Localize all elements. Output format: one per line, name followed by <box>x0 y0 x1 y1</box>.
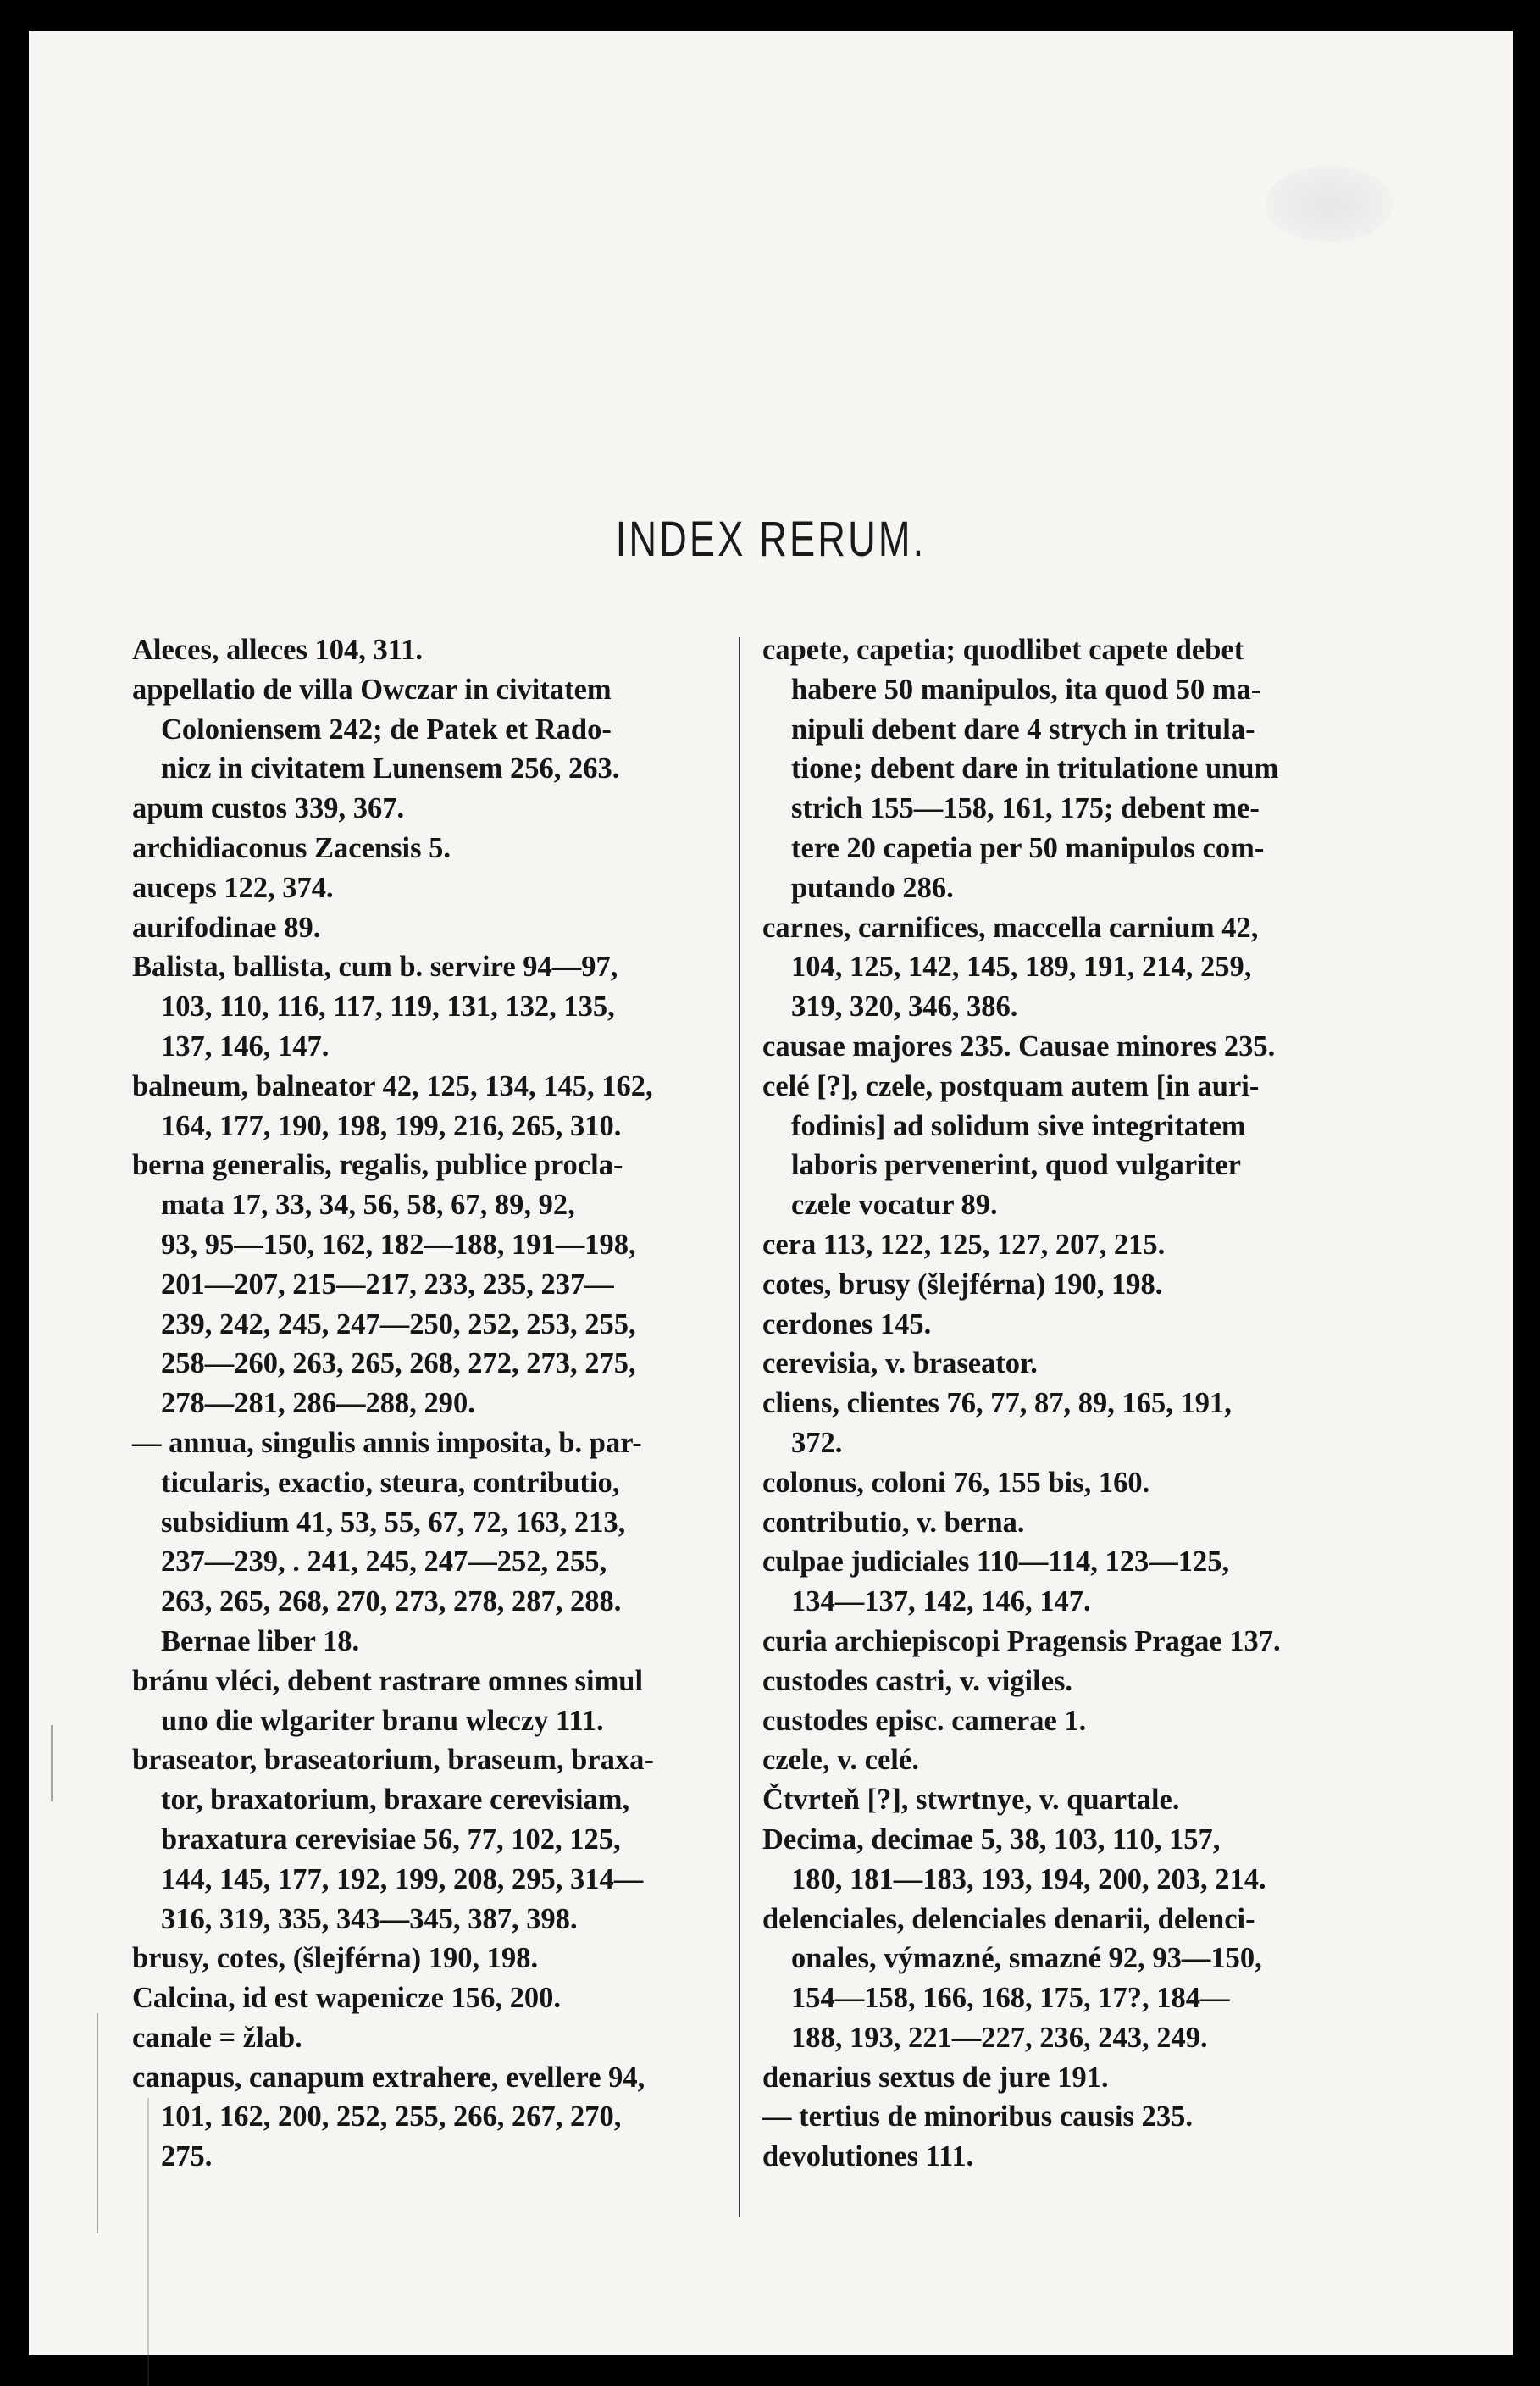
index-line: carnes, carnifices, maccella carnium 42, <box>762 911 1259 944</box>
page-title: INDEX RERUM. <box>615 512 927 567</box>
index-line: czele vocatur 89. <box>791 1189 998 1222</box>
index-line: 144, 145, 177, 192, 199, 208, 295, 314— <box>161 1862 644 1895</box>
index-line: balneum, balneator 42, 125, 134, 145, 162, <box>132 1069 653 1102</box>
index-line: culpae judiciales 110—114, 123—125, <box>762 1545 1230 1579</box>
index-line: ticularis, exactio, steura, contributio, <box>161 1466 620 1499</box>
index-line: tione; debent dare in tritulatione unum <box>791 752 1279 785</box>
index-line: tere 20 capetia per 50 manipulos com- <box>791 831 1265 864</box>
index-line: habere 50 manipulos, ita quod 50 ma- <box>791 673 1261 706</box>
index-line: 316, 319, 335, 343—345, 387, 398. <box>161 1902 578 1935</box>
index-line: 263, 265, 268, 270, 273, 278, 287, 288. <box>161 1585 622 1618</box>
index-line: Čtvrteň [?], stwrtnye, v. quartale. <box>762 1784 1180 1817</box>
index-line: czele, v. celé. <box>762 1744 919 1777</box>
index-line: canale = žlab. <box>132 2021 302 2054</box>
column-divider <box>739 637 740 2217</box>
paper-stain <box>1266 166 1393 242</box>
index-line: colonus, coloni 76, 155 bis, 160. <box>762 1466 1150 1499</box>
index-line: 201—207, 215—217, 233, 235, 237— <box>161 1268 614 1301</box>
index-line: uno die wlgariter branu wleczy 111. <box>161 1704 604 1737</box>
index-line: 134—137, 142, 146, 147. <box>791 1585 1091 1618</box>
index-line: bránu vléci, debent rastrare omnes simul <box>132 1664 644 1697</box>
index-line: 154—158, 166, 168, 175, 17?, 184— <box>791 1982 1230 2015</box>
index-line: 239, 242, 245, 247—250, 252, 253, 255, <box>161 1307 636 1340</box>
index-line: 319, 320, 346, 386. <box>791 990 1018 1024</box>
index-column-left <box>132 630 751 2177</box>
index-line: custodes castri, v. vigiles. <box>762 1664 1073 1697</box>
index-line: aurifodinae 89. <box>132 911 321 944</box>
index-line: tor, braxatorium, braxare cerevisiam, <box>161 1784 630 1817</box>
index-line: Bernae liber 18. <box>161 1624 360 1657</box>
index-line: strich 155—158, 161, 175; debent me- <box>791 792 1260 825</box>
index-line: Aleces, alleces 104, 311. <box>132 634 423 666</box>
index-line: curia archiepiscopi Pragensis Pragae 137. <box>762 1624 1281 1657</box>
index-line: Calcina, id est wapenicze 156, 200. <box>132 1982 561 2015</box>
index-line: capete, capetia; quodlibet capete debet <box>762 634 1244 666</box>
margin-pencil-mark <box>147 2098 149 2386</box>
index-line: cliens, clientes 76, 77, 87, 89, 165, 191, <box>762 1387 1232 1420</box>
index-line: nipuli debent dare 4 strych in tritula- <box>791 713 1255 746</box>
margin-pencil-mark <box>51 1725 53 1801</box>
index-line: fodinis] ad solidum sive integritatem <box>791 1109 1246 1142</box>
index-line: delenciales, delenciales denarii, delenci- <box>762 1902 1255 1935</box>
index-line: 164, 177, 190, 198, 199, 216, 265, 310. <box>161 1109 622 1142</box>
index-line: custodes episc. camerae 1. <box>762 1704 1087 1737</box>
margin-pencil-mark <box>97 2013 98 2233</box>
index-line: apum custos 339, 367. <box>132 792 405 825</box>
index-line: cotes, brusy (šlejférna) 190, 198. <box>762 1268 1163 1301</box>
index-line: archidiaconus Zacensis 5. <box>132 831 451 864</box>
index-column-right <box>762 630 1379 2177</box>
index-line: 278—281, 286—288, 290. <box>161 1387 475 1420</box>
index-line: canapus, canapum extrahere, evellere 94, <box>132 2061 645 2094</box>
index-line: brusy, cotes, (šlejférna) 190, 198. <box>132 1942 539 1975</box>
index-line: contributio, v. berna. <box>762 1506 1025 1539</box>
index-line: Balista, ballista, cum b. servire 94—97, <box>132 951 618 984</box>
index-line: cerevisia, v. braseator. <box>762 1347 1038 1380</box>
index-line: braxatura cerevisiae 56, 77, 102, 125, <box>161 1823 621 1856</box>
index-line: 372. <box>791 1426 843 1459</box>
index-line: 237—239, . 241, 245, 247—252, 255, <box>161 1545 607 1579</box>
index-line: berna generalis, regalis, publice procla- <box>132 1149 623 1182</box>
index-line: laboris pervenerint, quod vulgariter <box>791 1149 1241 1182</box>
index-line: 275. <box>161 2140 213 2173</box>
index-line: 104, 125, 142, 145, 189, 191, 214, 259, <box>791 951 1252 984</box>
index-line: 180, 181—183, 193, 194, 200, 203, 214. <box>791 1862 1266 1895</box>
index-line: 137, 146, 147. <box>161 1029 330 1063</box>
index-line: Decima, decimae 5, 38, 103, 110, 157, <box>762 1823 1221 1856</box>
index-line: 101, 162, 200, 252, 255, 266, 267, 270, <box>161 2100 622 2134</box>
index-line: cera 113, 122, 125, 127, 207, 215. <box>762 1228 1166 1261</box>
index-line: Coloniensem 242; de Patek et Rado- <box>161 713 612 746</box>
index-line: subsidium 41, 53, 55, 67, 72, 163, 213, <box>161 1506 626 1539</box>
index-line: causae majores 235. Causae minores 235. <box>762 1029 1276 1063</box>
index-line: braseator, braseatorium, braseum, braxa- <box>132 1744 654 1777</box>
index-line: devolutiones 111. <box>762 2140 974 2173</box>
index-line: putando 286. <box>791 871 954 904</box>
index-line: celé [?], czele, postquam autem [in auri- <box>762 1069 1260 1102</box>
index-line: auceps 122, 374. <box>132 871 334 904</box>
index-line: 93, 95—150, 162, 182—188, 191—198, <box>161 1228 636 1261</box>
index-line: mata 17, 33, 34, 56, 58, 67, 89, 92, <box>161 1189 575 1222</box>
index-line: nicz in civitatem Lunensem 256, 263. <box>161 752 620 785</box>
index-line: — tertius de minoribus causis 235. <box>762 2100 1193 2134</box>
scanned-page <box>29 31 1513 2355</box>
index-line: 103, 110, 116, 117, 119, 131, 132, 135, <box>161 990 615 1024</box>
index-line: onales, výmazné, smazné 92, 93—150, <box>791 1942 1262 1975</box>
index-line: 258—260, 263, 265, 268, 272, 273, 275, <box>161 1347 636 1380</box>
index-line: appellatio de villa Owczar in civitatem <box>132 673 612 706</box>
index-line: — annua, singulis annis imposita, b. par- <box>132 1426 642 1459</box>
index-line: cerdones 145. <box>762 1307 932 1340</box>
index-line: denarius sextus de jure 191. <box>762 2061 1109 2094</box>
index-line: 188, 193, 221—227, 236, 243, 249. <box>791 2021 1208 2054</box>
